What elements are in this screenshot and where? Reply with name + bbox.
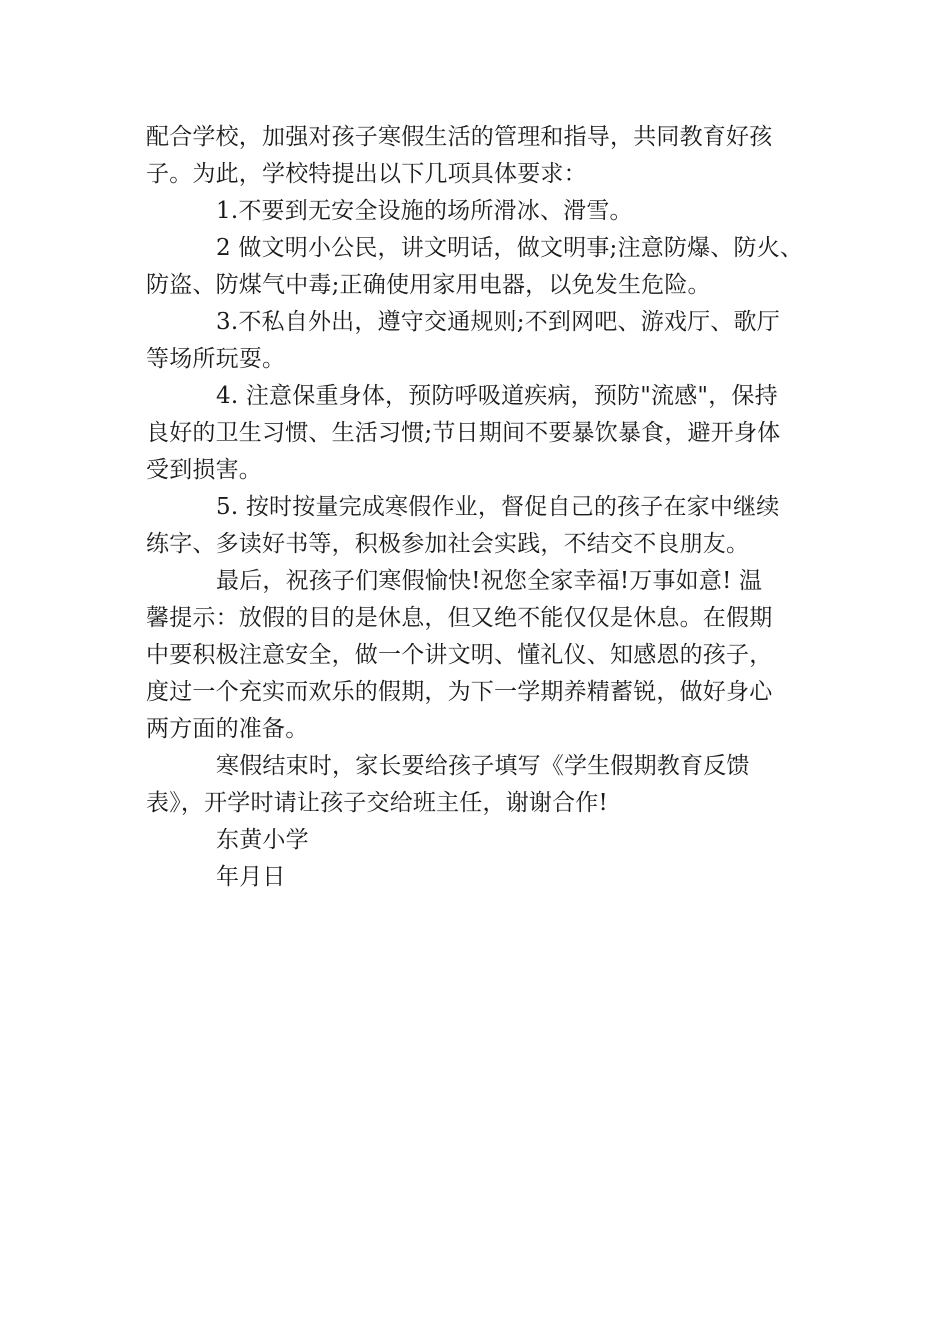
body-line: 度过一个充实而欢乐的假期，为下一学期养精蓄锐，做好身心 xyxy=(146,679,773,705)
body-line: 受到损害。 xyxy=(146,457,262,483)
requirement-5: 5. 按时按量完成寒假作业，督促自己的孩子在家中继续 xyxy=(216,494,780,520)
body-line: 防盗、防煤气中毒;正确使用家用电器，以免发生危险。 xyxy=(146,272,711,298)
body-line: 良好的卫生习惯、生活习惯;节日期间不要暴饮暴食，避开身体 xyxy=(146,420,781,446)
closing-paragraph: 最后，祝孩子们寒假愉快!祝您全家幸福!万事如意! 温 xyxy=(216,568,763,594)
body-line: 练字、多读好书等，积极参加社会实践，不结交不良朋友。 xyxy=(146,531,750,557)
body-line: 等场所玩耍。 xyxy=(146,346,286,372)
body-line: 中要积极注意安全，做一个讲文明、懂礼仪、知感恩的孩子， xyxy=(146,642,773,668)
letter-body xyxy=(146,119,816,896)
date-line: 年月日 xyxy=(216,864,286,890)
body-line: 子。为此，学校特提出以下几项具体要求： xyxy=(146,161,587,187)
requirement-3: 3.不私自外出，遵守交通规则;不到网吧、游戏厅、歌厅 xyxy=(216,309,780,335)
requirement-4: 4. 注意保重身体，预防呼吸道疾病，预防"流感"，保持 xyxy=(216,383,778,409)
body-line: 两方面的准备。 xyxy=(146,716,309,742)
feedback-note: 寒假结束时，家长要给孩子填写《学生假期教育反馈 xyxy=(216,753,750,779)
body-line: 馨提示：放假的目的是休息，但又绝不能仅仅是休息。在假期 xyxy=(146,605,773,631)
body-line: 配合学校，加强对孩子寒假生活的管理和指导，共同教育好孩 xyxy=(146,124,773,150)
body-line: 表》，开学时请让孩子交给班主任，谢谢合作! xyxy=(146,790,608,816)
school-signature: 东黄小学 xyxy=(216,827,309,853)
requirement-2: 2 做文明小公民，讲文明话，做文明事;注意防爆、防火、 xyxy=(216,235,804,261)
requirement-1: 1.不要到无安全设施的场所滑冰、滑雪。 xyxy=(216,198,633,224)
